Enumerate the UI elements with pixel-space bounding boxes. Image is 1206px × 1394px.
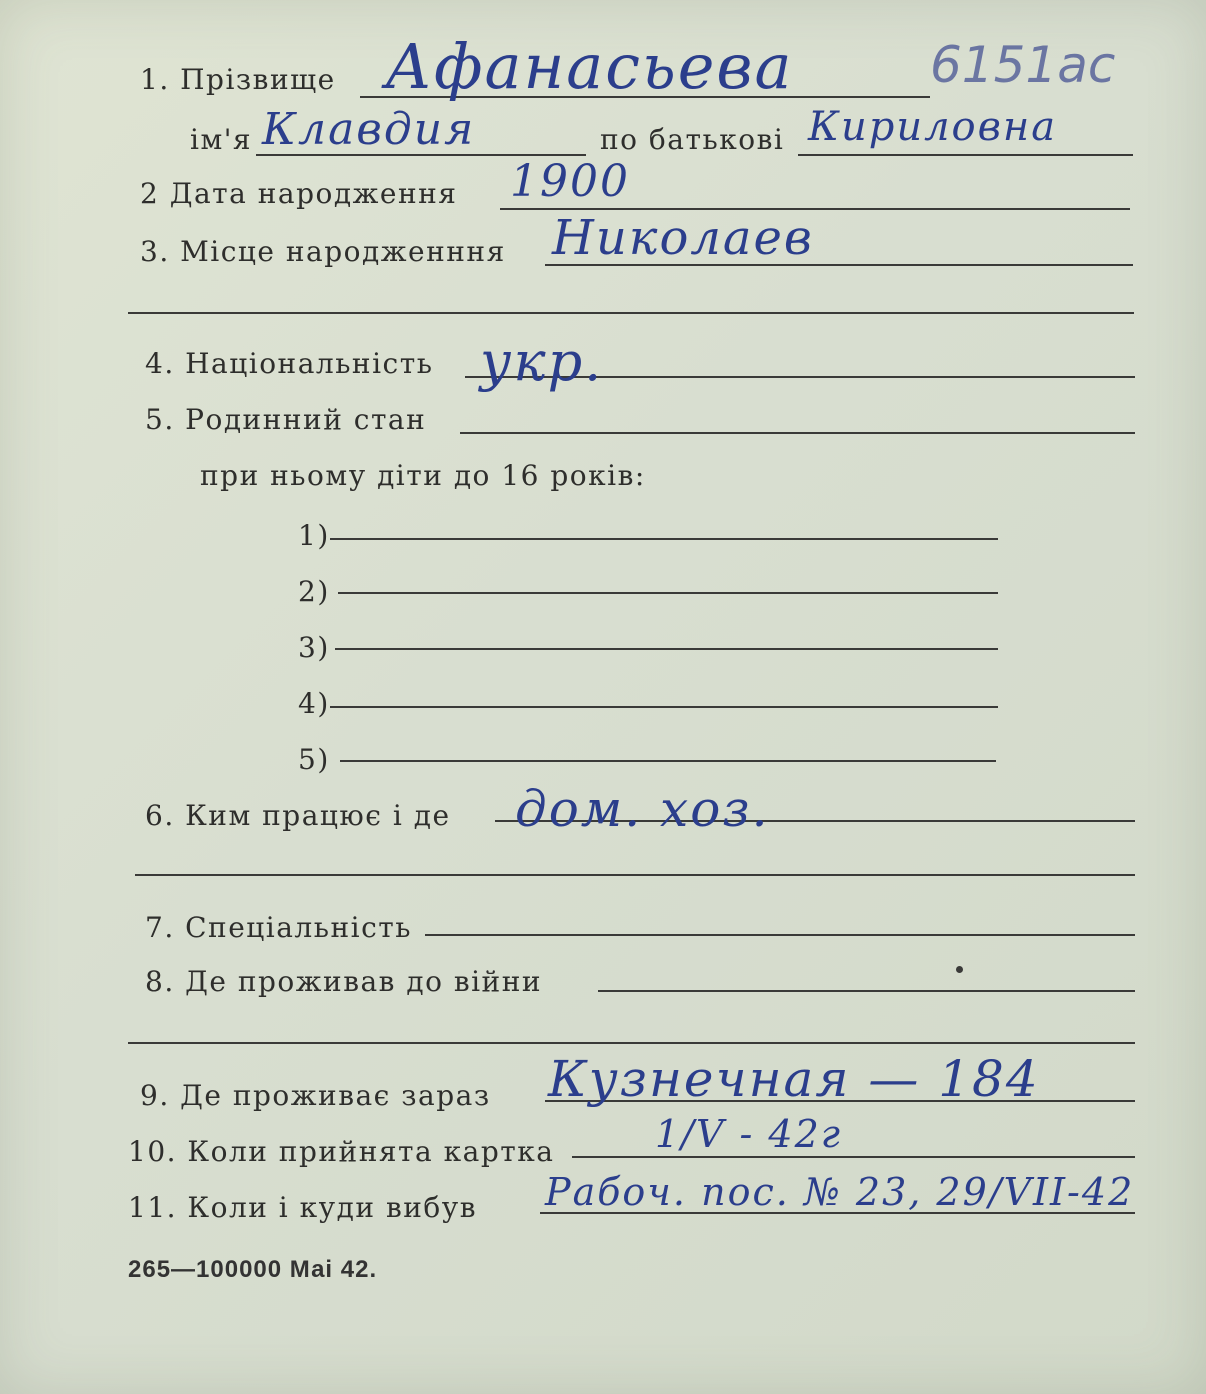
nationality-value: укр. [480, 330, 604, 393]
child-1-line [330, 538, 998, 540]
birthplace-value: Николаев [552, 210, 814, 266]
child-3-line [335, 648, 998, 650]
surname-label: 1. Прізвище [140, 63, 336, 96]
surname-value: Афанасьева [385, 30, 794, 103]
print-imprint: 265—100000 Маі 42. [128, 1256, 378, 1283]
specialty-label: 7. Спеціальність [145, 911, 412, 944]
patronymic-value: Кириловна [808, 104, 1058, 150]
card-number: 6151ас [930, 36, 1116, 94]
patronymic-line [798, 154, 1133, 156]
departure-value: Рабоч. пос. № 23, 29/VII-42 [545, 1170, 1135, 1214]
name-value: Клавдия [262, 104, 476, 155]
birthdate-label: 2 Дата народження [140, 177, 458, 210]
child-1-label: 1) [298, 519, 330, 552]
name-label: ім'я [190, 123, 253, 156]
child-4-label: 4) [298, 687, 330, 720]
prewar-address-label: 8. Де проживав до війни [145, 965, 543, 998]
birthdate-value: 1900 [510, 156, 630, 207]
nationality-label: 4. Національність [145, 347, 434, 380]
work-value: дом. хоз. [515, 780, 770, 838]
card-accepted-label: 10. Коли прийнята картка [128, 1135, 555, 1168]
current-address-label: 9. Де проживає зараз [140, 1079, 491, 1112]
current-address-value: Кузнечная — 184 [548, 1050, 1040, 1108]
card-accepted-line [572, 1156, 1135, 1158]
child-3-label: 3) [298, 631, 330, 664]
ink-dot [956, 966, 963, 973]
prewar-address-line [598, 990, 1135, 992]
family-status-label: 5. Родинний стан [145, 403, 427, 436]
child-2-line [338, 592, 998, 594]
work-line-2 [135, 874, 1135, 876]
departure-label: 11. Коли і куди вибув [128, 1191, 477, 1224]
child-2-label: 2) [298, 575, 330, 608]
birthplace-label: 3. Місце народженння [140, 235, 506, 268]
patronymic-label: по батькові [600, 123, 785, 156]
work-label: 6. Ким працює і де [145, 799, 451, 832]
family-status-line [460, 432, 1135, 434]
child-4-line [330, 706, 998, 708]
children-label: при ньому діти до 16 років: [200, 459, 646, 492]
child-5-line [340, 760, 996, 762]
prewar-address-line-2 [128, 1042, 1135, 1044]
child-5-label: 5) [298, 743, 330, 776]
card-accepted-value: 1/V - 42г [655, 1112, 842, 1156]
birthplace-line-2 [128, 312, 1134, 314]
specialty-line [425, 934, 1135, 936]
